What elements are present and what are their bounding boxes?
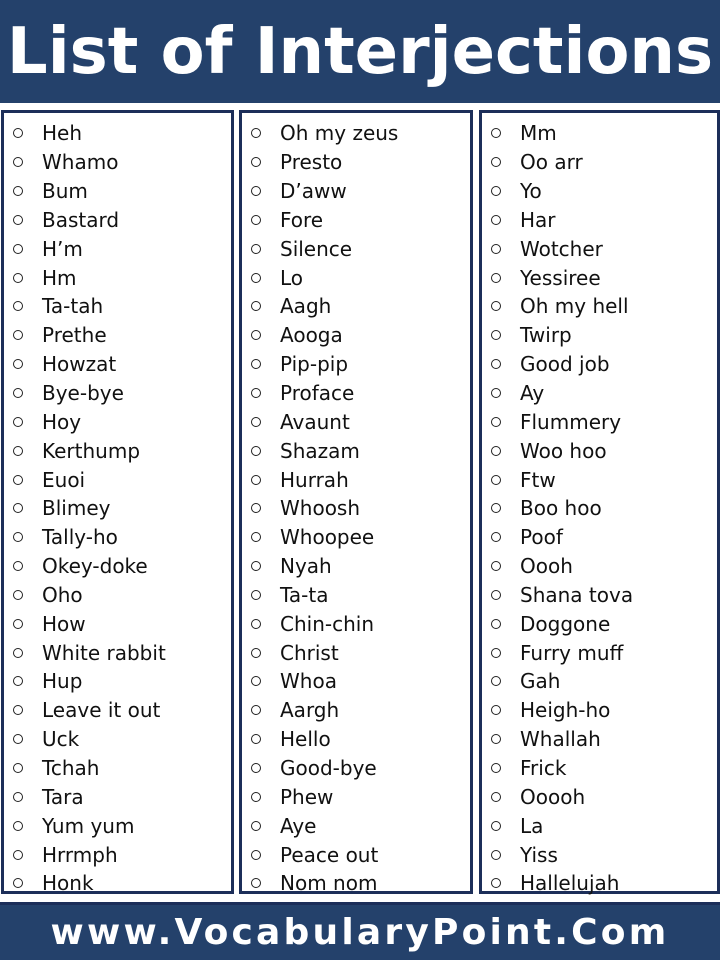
- interjection-text: Yiss: [520, 842, 558, 867]
- bullet-circle-icon: [491, 619, 501, 629]
- bullet-circle-icon: [491, 215, 501, 225]
- list-item: [4, 263, 231, 292]
- list-item: [242, 696, 470, 725]
- interjection-text: Okey-doke: [42, 554, 148, 579]
- list-item: [482, 667, 717, 696]
- interjection-text: White rabbit: [42, 640, 166, 665]
- bullet-circle-icon: [491, 157, 501, 167]
- interjection-text: Shana tova: [520, 582, 634, 607]
- interjection-text: Whoa: [280, 669, 337, 694]
- list-item: [4, 494, 231, 523]
- list-item: [482, 407, 717, 436]
- bullet-circle-icon: [13, 330, 23, 340]
- interjection-text: Twirp: [520, 323, 572, 348]
- bullet-circle-icon: [13, 878, 23, 888]
- list-item: [242, 119, 470, 148]
- interjection-text: Frick: [520, 755, 567, 780]
- list-item: [482, 379, 717, 408]
- bullet-circle-icon: [491, 792, 501, 802]
- list-item: [242, 581, 470, 610]
- list-item: [242, 840, 470, 869]
- interjection-text: Whamo: [42, 150, 119, 175]
- interjection-text: Silence: [280, 236, 353, 261]
- list-item: [4, 638, 231, 667]
- interjection-text: How: [42, 611, 86, 636]
- bullet-circle-icon: [251, 821, 261, 831]
- list-item: [242, 206, 470, 235]
- interjection-text: D’aww: [280, 179, 347, 204]
- interjection-text: Shazam: [280, 438, 360, 463]
- list-item: [482, 725, 717, 754]
- list-item: [482, 148, 717, 177]
- interjection-text: Phew: [280, 784, 334, 809]
- interjection-text: Hello: [280, 727, 331, 752]
- interjection-text: Aargh: [280, 698, 340, 723]
- bullet-circle-icon: [13, 215, 23, 225]
- list-item: [482, 581, 717, 610]
- list-item: [482, 206, 717, 235]
- list-item: [242, 263, 470, 292]
- interjection-text: Hurrah: [280, 467, 349, 492]
- list-item: [4, 292, 231, 321]
- list-item: [4, 725, 231, 754]
- interjection-list: [482, 119, 717, 898]
- bullet-circle-icon: [251, 676, 261, 686]
- list-item: [482, 811, 717, 840]
- bullet-circle-icon: [13, 792, 23, 802]
- list-item: [242, 148, 470, 177]
- list-item: [4, 696, 231, 725]
- list-item: [482, 638, 717, 667]
- list-item: [482, 177, 717, 206]
- interjection-text: Ta-tah: [42, 294, 104, 319]
- bullet-circle-icon: [251, 475, 261, 485]
- bullet-circle-icon: [491, 821, 501, 831]
- bullet-circle-icon: [13, 850, 23, 860]
- list-item: [4, 609, 231, 638]
- bullet-circle-icon: [491, 561, 501, 571]
- bullet-circle-icon: [491, 388, 501, 398]
- interjection-column-3: [479, 110, 720, 894]
- list-item: [242, 350, 470, 379]
- bullet-circle-icon: [13, 475, 23, 485]
- interjection-text: Tchah: [42, 755, 100, 780]
- list-item: [242, 321, 470, 350]
- interjection-text: Doggone: [520, 611, 611, 636]
- list-item: [242, 465, 470, 494]
- bullet-circle-icon: [251, 878, 261, 888]
- list-item: [482, 494, 717, 523]
- interjection-text: Bastard: [42, 207, 120, 232]
- bullet-circle-icon: [251, 388, 261, 398]
- list-item: [242, 811, 470, 840]
- list-item: [482, 523, 717, 552]
- bullet-circle-icon: [491, 301, 501, 311]
- bullet-circle-icon: [13, 619, 23, 629]
- bullet-circle-icon: [251, 330, 261, 340]
- bullet-circle-icon: [251, 215, 261, 225]
- list-item: [482, 782, 717, 811]
- interjection-text: Har: [520, 207, 556, 232]
- bullet-circle-icon: [13, 821, 23, 831]
- bullet-circle-icon: [13, 417, 23, 427]
- list-item: [4, 206, 231, 235]
- interjection-text: Whoopee: [280, 525, 375, 550]
- list-item: [242, 869, 470, 898]
- interjection-text: Chin-chin: [280, 611, 374, 636]
- bullet-circle-icon: [13, 676, 23, 686]
- bullet-circle-icon: [251, 532, 261, 542]
- interjection-text: Kerthump: [42, 438, 141, 463]
- bullet-circle-icon: [491, 186, 501, 196]
- bullet-circle-icon: [251, 763, 261, 773]
- interjection-text: Bye-bye: [42, 381, 124, 406]
- list-item: [482, 350, 717, 379]
- list-item: [4, 177, 231, 206]
- interjection-text: La: [520, 813, 544, 838]
- interjection-text: Yo: [520, 179, 542, 204]
- interjection-text: Ta-ta: [280, 582, 329, 607]
- list-item: [4, 667, 231, 696]
- interjection-text: Heh: [42, 121, 83, 146]
- list-item: [4, 782, 231, 811]
- interjection-text: Proface: [280, 381, 355, 406]
- list-item: [482, 263, 717, 292]
- bullet-circle-icon: [13, 532, 23, 542]
- list-item: [4, 523, 231, 552]
- interjection-text: Oh my hell: [520, 294, 629, 319]
- website-url: www.VocabularyPoint.Com: [50, 912, 670, 953]
- list-item: [242, 609, 470, 638]
- bullet-circle-icon: [251, 446, 261, 456]
- interjection-text: Oooh: [520, 554, 573, 579]
- interjection-text: Tara: [42, 784, 84, 809]
- list-item: [482, 436, 717, 465]
- bullet-circle-icon: [251, 850, 261, 860]
- bullet-circle-icon: [13, 705, 23, 715]
- list-item: [4, 552, 231, 581]
- interjection-text: Pip-pip: [280, 352, 349, 377]
- interjection-text: Ooooh: [520, 784, 586, 809]
- bullet-circle-icon: [13, 128, 23, 138]
- interjection-text: Presto: [280, 150, 343, 175]
- interjection-list: [242, 119, 470, 898]
- interjection-text: Uck: [42, 727, 80, 752]
- interjection-text: Fore: [280, 207, 324, 232]
- list-item: [242, 754, 470, 783]
- bullet-circle-icon: [491, 475, 501, 485]
- interjection-text: Aooga: [280, 323, 343, 348]
- list-item: [4, 869, 231, 898]
- list-item: [4, 465, 231, 494]
- bullet-circle-icon: [251, 561, 261, 571]
- list-item: [4, 407, 231, 436]
- bullet-circle-icon: [491, 676, 501, 686]
- bullet-circle-icon: [491, 503, 501, 513]
- page-title: List of Interjections: [6, 14, 714, 89]
- list-item: [482, 696, 717, 725]
- bullet-circle-icon: [13, 561, 23, 571]
- bullet-circle-icon: [251, 128, 261, 138]
- bullet-circle-icon: [13, 186, 23, 196]
- bullet-circle-icon: [251, 590, 261, 600]
- list-item: [482, 552, 717, 581]
- interjection-text: Mm: [520, 121, 557, 146]
- interjection-text: Leave it out: [42, 698, 161, 723]
- interjection-text: Nom nom: [280, 871, 378, 896]
- interjection-text: Yessiree: [520, 265, 601, 290]
- interjection-list: [4, 119, 231, 898]
- bullet-circle-icon: [251, 734, 261, 744]
- bullet-circle-icon: [491, 532, 501, 542]
- list-item: [4, 754, 231, 783]
- interjection-column-1: [1, 110, 234, 894]
- interjection-text: Wotcher: [520, 236, 603, 261]
- bullet-circle-icon: [491, 417, 501, 427]
- bullet-circle-icon: [491, 850, 501, 860]
- bullet-circle-icon: [491, 648, 501, 658]
- interjection-text: Yum yum: [42, 813, 135, 838]
- list-item: [482, 119, 717, 148]
- interjection-text: Avaunt: [280, 409, 350, 434]
- interjection-text: Ay: [520, 381, 545, 406]
- interjection-text: Euoi: [42, 467, 86, 492]
- list-item: [4, 321, 231, 350]
- list-item: [482, 292, 717, 321]
- interjection-text: Aye: [280, 813, 317, 838]
- list-item: [4, 436, 231, 465]
- footer-banner: [0, 902, 720, 960]
- list-item: [482, 869, 717, 898]
- interjection-text: Oh my zeus: [280, 121, 399, 146]
- interjection-text: Woo hoo: [520, 438, 607, 463]
- bullet-circle-icon: [13, 763, 23, 773]
- bullet-circle-icon: [491, 330, 501, 340]
- list-item: [4, 350, 231, 379]
- interjection-text: Flummery: [520, 409, 622, 434]
- bullet-circle-icon: [251, 273, 261, 283]
- list-item: [242, 667, 470, 696]
- interjection-text: Honk: [42, 871, 94, 896]
- list-item: [4, 234, 231, 263]
- bullet-circle-icon: [13, 503, 23, 513]
- bullet-circle-icon: [491, 763, 501, 773]
- bullet-circle-icon: [491, 128, 501, 138]
- bullet-circle-icon: [491, 446, 501, 456]
- list-item: [482, 234, 717, 263]
- interjection-text: Hup: [42, 669, 83, 694]
- list-item: [242, 234, 470, 263]
- list-item: [482, 321, 717, 350]
- bullet-circle-icon: [251, 648, 261, 658]
- bullet-circle-icon: [13, 648, 23, 658]
- bullet-circle-icon: [13, 359, 23, 369]
- bullet-circle-icon: [251, 792, 261, 802]
- interjection-text: Heigh-ho: [520, 698, 611, 723]
- bullet-circle-icon: [251, 417, 261, 427]
- bullet-circle-icon: [13, 388, 23, 398]
- interjection-text: Hrrmph: [42, 842, 118, 867]
- list-item: [242, 782, 470, 811]
- list-item: [242, 177, 470, 206]
- bullet-circle-icon: [13, 734, 23, 744]
- bullet-circle-icon: [491, 705, 501, 715]
- list-item: [4, 581, 231, 610]
- bullet-circle-icon: [13, 301, 23, 311]
- list-item: [242, 494, 470, 523]
- bullet-circle-icon: [491, 273, 501, 283]
- list-item: [482, 840, 717, 869]
- interjection-text: Tally-ho: [42, 525, 118, 550]
- interjection-text: Poof: [520, 525, 563, 550]
- interjection-text: Prethe: [42, 323, 107, 348]
- interjection-text: Hm: [42, 265, 77, 290]
- header-banner: [0, 0, 720, 103]
- list-item: [242, 436, 470, 465]
- list-item: [242, 638, 470, 667]
- interjection-text: Hoy: [42, 409, 82, 434]
- bullet-circle-icon: [13, 157, 23, 167]
- interjection-column-2: [239, 110, 473, 894]
- interjection-text: Blimey: [42, 496, 111, 521]
- interjection-text: Peace out: [280, 842, 379, 867]
- interjection-text: Bum: [42, 179, 88, 204]
- interjection-text: Gah: [520, 669, 561, 694]
- list-item: [4, 840, 231, 869]
- list-item: [4, 811, 231, 840]
- interjection-text: Nyah: [280, 554, 332, 579]
- bullet-circle-icon: [251, 244, 261, 254]
- interjection-text: Good job: [520, 352, 610, 377]
- bullet-circle-icon: [491, 590, 501, 600]
- bullet-circle-icon: [251, 705, 261, 715]
- list-item: [242, 523, 470, 552]
- interjection-text: Lo: [280, 265, 304, 290]
- list-item: [242, 725, 470, 754]
- bullet-circle-icon: [13, 273, 23, 283]
- list-item: [482, 609, 717, 638]
- bullet-circle-icon: [251, 186, 261, 196]
- interjection-text: Ftw: [520, 467, 556, 492]
- bullet-circle-icon: [491, 244, 501, 254]
- interjection-text: Oo arr: [520, 150, 583, 175]
- list-item: [482, 465, 717, 494]
- bullet-circle-icon: [13, 244, 23, 254]
- interjection-text: H’m: [42, 236, 83, 261]
- interjection-text: Good-bye: [280, 755, 377, 780]
- interjection-text: Oho: [42, 582, 83, 607]
- interjection-text: Hallelujah: [520, 871, 620, 896]
- interjection-text: Whallah: [520, 727, 601, 752]
- bullet-circle-icon: [491, 878, 501, 888]
- bullet-circle-icon: [251, 301, 261, 311]
- bullet-circle-icon: [251, 157, 261, 167]
- interjection-text: Whoosh: [280, 496, 361, 521]
- list-item: [242, 552, 470, 581]
- interjection-text: Boo hoo: [520, 496, 602, 521]
- bullet-circle-icon: [491, 359, 501, 369]
- list-item: [4, 148, 231, 177]
- list-item: [242, 379, 470, 408]
- bullet-circle-icon: [251, 503, 261, 513]
- bullet-circle-icon: [251, 619, 261, 629]
- interjection-text: Christ: [280, 640, 339, 665]
- list-item: [4, 119, 231, 148]
- bullet-circle-icon: [13, 446, 23, 456]
- list-item: [4, 379, 231, 408]
- list-item: [242, 292, 470, 321]
- list-item: [242, 407, 470, 436]
- interjection-text: Aagh: [280, 294, 332, 319]
- interjection-text: Furry muff: [520, 640, 624, 665]
- bullet-circle-icon: [13, 590, 23, 600]
- list-item: [482, 754, 717, 783]
- bullet-circle-icon: [251, 359, 261, 369]
- interjection-text: Howzat: [42, 352, 117, 377]
- bullet-circle-icon: [491, 734, 501, 744]
